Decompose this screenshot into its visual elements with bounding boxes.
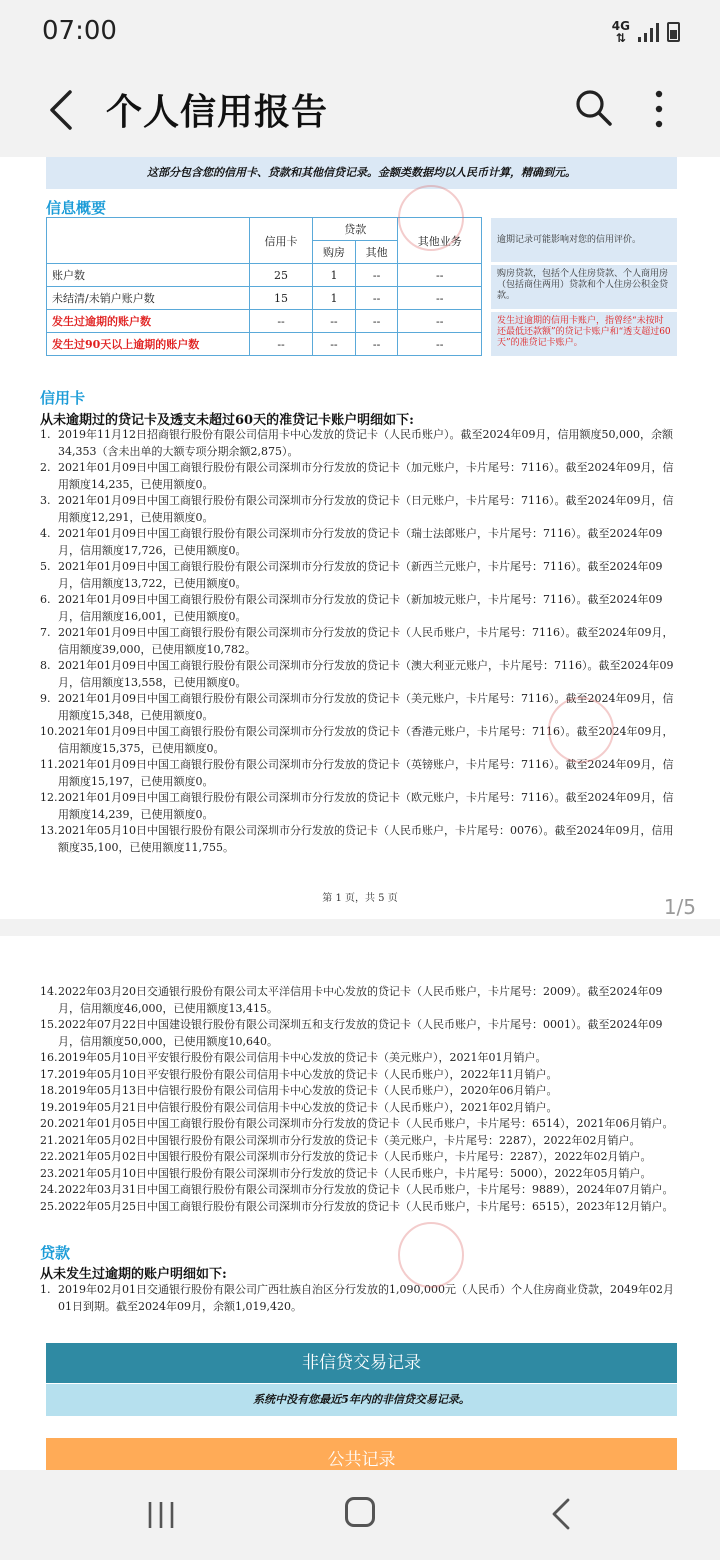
loan-list bbox=[40, 1282, 680, 1315]
watermark-seal bbox=[548, 697, 614, 763]
list-item bbox=[40, 1067, 680, 1084]
cell-house: 1 bbox=[313, 287, 356, 310]
item-text: 2019年05月21日中信银行股份有限公司信用卡中心发放的贷记卡（人民币账户），2021年02月销户。 bbox=[58, 1100, 558, 1114]
status-bar bbox=[0, 0, 720, 66]
item-number: 8. bbox=[40, 659, 51, 672]
cell-other: -- bbox=[355, 333, 398, 356]
system-nav-bar bbox=[0, 1470, 720, 1560]
header-credit-card: 信用卡 bbox=[250, 218, 313, 264]
item-number: 14. bbox=[40, 985, 58, 998]
table-row bbox=[47, 264, 482, 287]
row-label: 未结清/未销户账户数 bbox=[47, 287, 250, 310]
list-item bbox=[40, 984, 680, 1017]
item-text: 2019年05月10日平安银行股份有限公司信用卡中心发放的贷记卡（美元账户），2021年01月销户。 bbox=[58, 1051, 547, 1064]
item-text: 2021年01月09日中国工商银行股份有限公司深圳市分行发放的贷记卡（日元账户，卡片尾号：7116）。截至2024年09月，信用额度12,291，已使用额度0。 bbox=[58, 494, 674, 524]
list-item bbox=[40, 1116, 680, 1133]
public-record-section-header: 公共记录 bbox=[46, 1438, 677, 1470]
item-text: 2021年01月09日中国工商银行股份有限公司深圳市分行发放的贷记卡（新加坡元账户，卡片尾号：7116）。截至2024年09月，信用额度16,001，已使用额度0。 bbox=[58, 593, 663, 623]
list-item bbox=[40, 559, 680, 592]
header-other-business: 其他业务 bbox=[398, 218, 482, 264]
header-loan: 贷款 bbox=[313, 218, 398, 241]
cell-credit-card: 25 bbox=[250, 264, 313, 287]
app-bar bbox=[0, 66, 720, 156]
list-item bbox=[40, 493, 680, 526]
header-other: 其他 bbox=[355, 241, 398, 264]
item-text: 2022年03月20日交通银行股份有限公司太平洋信用卡中心发放的贷记卡（人民币账户，卡片尾号：2009）。截至2024年09月，信用额度46,000，已使用额度13,415。 bbox=[58, 985, 663, 1015]
cell-other-business: -- bbox=[398, 287, 482, 310]
list-item bbox=[40, 427, 680, 460]
cell-other-business: -- bbox=[398, 264, 482, 287]
item-number: 13. bbox=[40, 824, 58, 837]
battery-icon bbox=[667, 22, 680, 42]
row-label: 账户数 bbox=[47, 264, 250, 287]
item-text: 2021年01月09日中国工商银行股份有限公司深圳市分行发放的贷记卡（香港元账户，卡片尾号：7116）。截至2024年09月，信用额度15,375，已使用额度0。 bbox=[58, 725, 674, 755]
list-item bbox=[40, 1083, 680, 1100]
table-corner bbox=[47, 218, 250, 264]
note-overdue: 逾期记录可能影响对您的信用评价。 bbox=[491, 218, 677, 262]
header-house: 购房 bbox=[313, 241, 356, 264]
item-number: 17. bbox=[40, 1067, 58, 1081]
note-overdue-definition: 发生过逾期的信用卡账户，指曾经“未按时还最低还款额”的贷记卡账户和“透支超过60天”的准贷记卡账户。 bbox=[491, 312, 677, 356]
item-text: 2019年05月10日平安银行股份有限公司信用卡中心发放的贷记卡（人民币账户），2022年11月销户。 bbox=[58, 1067, 558, 1081]
watermark-seal bbox=[398, 1222, 464, 1288]
cell-credit-card: 15 bbox=[250, 287, 313, 310]
loan-title: 贷款 bbox=[40, 1244, 71, 1262]
item-text: 2021年01月09日中国工商银行股份有限公司深圳市分行发放的贷记卡（澳大利亚元账户，卡片尾号：7116）。截至2024年09月，信用额度13,558，已使用额度0。 bbox=[58, 659, 674, 689]
credit-card-title: 信用卡 bbox=[40, 389, 86, 407]
search-icon[interactable] bbox=[574, 88, 614, 128]
cell-house: -- bbox=[313, 333, 356, 356]
item-text: 2022年07月22日中国建设银行股份有限公司深圳五和支行发放的贷记卡（人民币账户，卡片尾号：0001）。截至2024年09月，信用额度50,000，已使用额度10,640。 bbox=[58, 1018, 663, 1048]
item-text: 2021年01月09日中国工商银行股份有限公司深圳市分行发放的贷记卡（新西兰元账户，卡片尾号：7116）。截至2024年09月，信用额度13,722，已使用额度0。 bbox=[58, 560, 663, 590]
list-item bbox=[40, 1100, 680, 1117]
item-number: 4. bbox=[40, 527, 51, 540]
more-options-icon[interactable] bbox=[646, 86, 672, 132]
item-number: 21. bbox=[40, 1133, 58, 1147]
cell-credit-card: -- bbox=[250, 333, 313, 356]
cell-other: -- bbox=[355, 264, 398, 287]
list-item bbox=[40, 1050, 680, 1067]
list-item bbox=[40, 1199, 680, 1216]
credit-card-subhead: 从未逾期过的贷记卡及透支未超过60天的准贷记卡账户明细如下: bbox=[40, 413, 414, 428]
status-icons bbox=[612, 20, 680, 44]
item-number: 1. bbox=[40, 1283, 51, 1296]
page-footer: 第 1 页，共 5 页 bbox=[322, 893, 398, 904]
nav-back-icon[interactable] bbox=[548, 1498, 572, 1530]
back-arrow-icon[interactable] bbox=[44, 88, 84, 132]
item-number: 9. bbox=[40, 692, 51, 705]
item-number: 7. bbox=[40, 626, 51, 639]
watermark-seal bbox=[398, 185, 464, 251]
cell-other-business: -- bbox=[398, 310, 482, 333]
item-text: 2019年05月13日中信银行股份有限公司信用卡中心发放的贷记卡（人民币账户），2020年06月销户。 bbox=[58, 1084, 558, 1097]
table-row bbox=[47, 287, 482, 310]
non-credit-section-header: 非信贷交易记录 bbox=[46, 1343, 677, 1383]
credit-card-list bbox=[40, 427, 680, 856]
signal-icon bbox=[638, 22, 659, 42]
report-page-1 bbox=[0, 157, 720, 919]
loan-subhead: 从未发生过逾期的账户明细如下: bbox=[40, 1267, 227, 1282]
overview-title: 信息概要 bbox=[46, 199, 107, 217]
item-number: 12. bbox=[40, 791, 58, 804]
item-number: 23. bbox=[40, 1166, 58, 1180]
network-icon: 4G ⇅ bbox=[611, 19, 630, 45]
item-number: 16. bbox=[40, 1051, 58, 1064]
table-row bbox=[47, 310, 482, 333]
cell-house: -- bbox=[313, 310, 356, 333]
page-title: 个人信用报告 bbox=[106, 92, 329, 133]
item-text: 2022年03月31日中国工商银行股份有限公司深圳市分行发放的贷记卡（人民币账户，卡片尾号：9889），2024年07月销户。 bbox=[58, 1183, 674, 1196]
item-text: 2019年02月01日交通银行股份有限公司广西壮族自治区分行发放的1,090,000元（人民币）个人住房商业贷款，2049年02月01日到期。截至2024年09月，余额1,019,420。 bbox=[58, 1283, 674, 1313]
list-item bbox=[40, 460, 680, 493]
list-item bbox=[40, 823, 680, 856]
credit-card-list-continued bbox=[40, 984, 680, 1215]
item-text: 2021年01月09日中国工商银行股份有限公司深圳市分行发放的贷记卡（人民币账户，卡片尾号：7116）。截至2024年09月，信用额度39,000，已使用额度10,782。 bbox=[58, 626, 674, 656]
cell-credit-card: -- bbox=[250, 310, 313, 333]
item-text: 2021年01月09日中国工商银行股份有限公司深圳市分行发放的贷记卡（美元账户，卡片尾号：7116）。截至2024年09月，信用额度15,348，已使用额度0。 bbox=[58, 692, 674, 722]
list-item bbox=[40, 1133, 680, 1150]
list-item bbox=[40, 1282, 680, 1315]
list-item bbox=[40, 1166, 680, 1183]
recent-apps-icon[interactable] bbox=[146, 1500, 176, 1530]
item-number: 6. bbox=[40, 593, 51, 606]
home-icon[interactable] bbox=[345, 1497, 375, 1527]
item-number: 1. bbox=[40, 428, 51, 441]
item-text: 2021年01月09日中国工商银行股份有限公司深圳市分行发放的贷记卡（瑞士法郎账户，卡片尾号：7116）。截至2024年09月，信用额度17,726，已使用额度0。 bbox=[58, 527, 663, 557]
list-item bbox=[40, 526, 680, 559]
item-text: 2021年01月09日中国工商银行股份有限公司深圳市分行发放的贷记卡（加元账户，卡片尾号：7116）。截至2024年09月，信用额度14,235，已使用额度0。 bbox=[58, 461, 674, 491]
item-text: 2021年05月02日中国银行股份有限公司深圳市分行发放的贷记卡（美元账户，卡片尾号：2287），2022年02月销户。 bbox=[58, 1133, 641, 1147]
list-item bbox=[40, 1017, 680, 1050]
item-number: 3. bbox=[40, 494, 51, 507]
item-number: 5. bbox=[40, 560, 51, 573]
item-number: 2. bbox=[40, 461, 51, 474]
item-number: 19. bbox=[40, 1100, 58, 1114]
cell-other: -- bbox=[355, 310, 398, 333]
item-text: 2021年05月10日中国银行股份有限公司深圳市分行发放的贷记卡（人民币账户，卡片尾号：5000），2022年05月销户。 bbox=[58, 1166, 652, 1180]
item-number: 22. bbox=[40, 1150, 58, 1163]
item-text: 2022年05月25日中国工商银行股份有限公司深圳市分行发放的贷记卡（人民币账户，卡片尾号：6515），2023年12月销户。 bbox=[58, 1199, 674, 1213]
cell-house: 1 bbox=[313, 264, 356, 287]
section-banner: 这部分包含您的信用卡、贷款和其他信贷记录。金额类数据均以人民币计算，精确到元。 bbox=[46, 157, 677, 189]
item-text: 2021年01月09日中国工商银行股份有限公司深圳市分行发放的贷记卡（英镑账户，卡片尾号：7116）。截至2024年09月，信用额度15,197，已使用额度0。 bbox=[58, 758, 674, 788]
page-count: 1/5 bbox=[663, 895, 696, 919]
list-item bbox=[40, 658, 680, 691]
row-label: 发生过逾期的账户数 bbox=[47, 310, 250, 333]
item-number: 18. bbox=[40, 1084, 58, 1097]
item-number: 20. bbox=[40, 1117, 58, 1130]
item-number: 10. bbox=[40, 725, 58, 738]
note-house-loan: 购房贷款，包括个人住房贷款、个人商用房（包括商住两用）贷款和个人住房公积金贷款。 bbox=[491, 265, 677, 309]
item-number: 25. bbox=[40, 1199, 58, 1213]
item-number: 11. bbox=[40, 758, 58, 771]
item-text: 2019年11月12日招商银行股份有限公司信用卡中心发放的贷记卡（人民币账户）。截至2024年09月，信用额度50,000，余额34,353（含未出单的大额专项分期余额2,875）。 bbox=[58, 428, 673, 458]
network-type: 4G bbox=[611, 19, 630, 33]
cell-other-business: -- bbox=[398, 333, 482, 356]
item-text: 2021年01月09日中国工商银行股份有限公司深圳市分行发放的贷记卡（欧元账户，卡片尾号：7116）。截至2024年09月，信用额度14,239，已使用额度0。 bbox=[58, 791, 674, 821]
report-page-2 bbox=[0, 936, 720, 1470]
non-credit-message: 系统中没有您最近5年内的非信贷交易记录。 bbox=[46, 1384, 677, 1416]
notes-panel bbox=[491, 218, 677, 359]
item-number: 24. bbox=[40, 1183, 58, 1196]
list-item bbox=[40, 1182, 680, 1199]
table-row bbox=[47, 333, 482, 356]
list-item bbox=[40, 1149, 680, 1166]
list-item bbox=[40, 790, 680, 823]
list-item bbox=[40, 625, 680, 658]
item-text: 2021年01月05日中国工商银行股份有限公司深圳市分行发放的贷记卡（人民币账户，卡片尾号：6514），2021年06月销户。 bbox=[58, 1117, 674, 1130]
row-label: 发生过90天以上逾期的账户数 bbox=[47, 333, 250, 356]
status-time: 07:00 bbox=[42, 16, 117, 46]
list-item bbox=[40, 592, 680, 625]
item-text: 2021年05月02日中国银行股份有限公司深圳市分行发放的贷记卡（人民币账户，卡片尾号：2287），2022年02月销户。 bbox=[58, 1150, 652, 1163]
item-number: 15. bbox=[40, 1018, 58, 1031]
item-text: 2021年05月10日中国银行股份有限公司深圳市分行发放的贷记卡（人民币账户，卡片尾号：0076）。截至2024年09月，信用额度35,100，已使用额度11,755。 bbox=[58, 824, 674, 854]
cell-other: -- bbox=[355, 287, 398, 310]
